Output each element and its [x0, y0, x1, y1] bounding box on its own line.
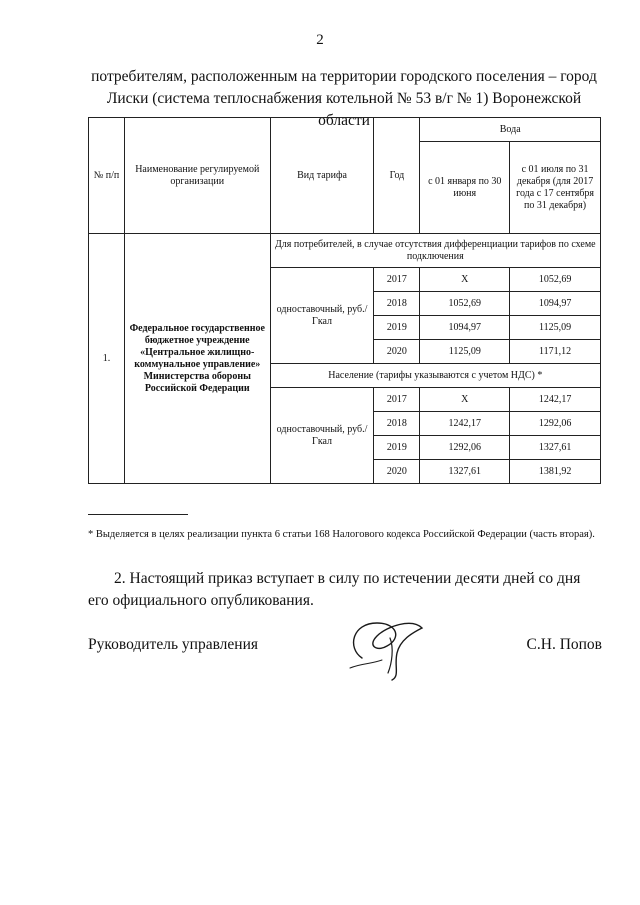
- signer-name: С.Н. Попов: [526, 636, 602, 653]
- tariff-type: одноставочный, руб./Гкал: [270, 268, 374, 364]
- year-cell: 2020: [374, 340, 420, 364]
- header-year: Год: [374, 118, 420, 234]
- value-cell: 1292,06: [510, 412, 601, 436]
- signer-title: Руководитель управления: [88, 636, 259, 653]
- header-num: № п/п: [89, 118, 125, 234]
- section-title: Население (тарифы указываются с учетом НДС) *: [270, 364, 600, 388]
- value-cell: 1125,09: [510, 316, 601, 340]
- section-title: Для потребителей, в случае отсутствия дифференциации тарифов по схеме подключения: [270, 234, 600, 268]
- footnote-divider: [88, 514, 188, 515]
- header-tariff-type: Вид тарифа: [270, 118, 374, 234]
- footnote: * Выделяется в целях реализации пункта 6 статьи 168 Налогового кодекса Российской Федерации (часть вторая).: [88, 529, 595, 540]
- value-cell: 1052,69: [420, 292, 510, 316]
- value-cell: 1125,09: [420, 340, 510, 364]
- header-org: Наименование регулируемой организации: [124, 118, 270, 234]
- row-number: 1.: [89, 234, 125, 484]
- value-cell: 1094,97: [510, 292, 601, 316]
- value-cell: 1292,06: [420, 436, 510, 460]
- header-water: Вода: [420, 118, 601, 142]
- org-name: Федеральное государственное бюджетное учреждение «Центральное жилищно-коммунальное управление» Министерства обороны Российской Федерации: [124, 234, 270, 484]
- order-paragraph: 2. Настоящий приказ вступает в силу по истечении десяти дней со дня его официального опубликования.: [88, 570, 581, 609]
- value-cell: 1327,61: [510, 436, 601, 460]
- value-cell: X: [420, 268, 510, 292]
- page-number: 2: [316, 32, 324, 48]
- value-cell: 1242,17: [510, 388, 601, 412]
- year-cell: 2017: [374, 388, 420, 412]
- year-cell: 2019: [374, 436, 420, 460]
- value-cell: X: [420, 388, 510, 412]
- header-period-1: с 01 января по 30 июня: [420, 142, 510, 234]
- year-cell: 2019: [374, 316, 420, 340]
- intro-text: потребителям, расположенным на территории городского поселения – город Лиски (система теплоснабжения котельной № 53 в/г № 1) Воронежской области: [91, 68, 597, 129]
- header-period-2: с 01 июля по 31 декабря (для 2017 года с 17 сентября по 31 декабря): [510, 142, 601, 234]
- year-cell: 2018: [374, 412, 420, 436]
- value-cell: 1094,97: [420, 316, 510, 340]
- year-cell: 2020: [374, 460, 420, 484]
- tariff-type: одноставочный, руб./Гкал: [270, 388, 374, 484]
- handwritten-signature: [342, 608, 432, 688]
- value-cell: 1242,17: [420, 412, 510, 436]
- year-cell: 2018: [374, 292, 420, 316]
- value-cell: 1327,61: [420, 460, 510, 484]
- value-cell: 1381,92: [510, 460, 601, 484]
- value-cell: 1171,12: [510, 340, 601, 364]
- tariff-table: [88, 117, 601, 484]
- year-cell: 2017: [374, 268, 420, 292]
- value-cell: 1052,69: [510, 268, 601, 292]
